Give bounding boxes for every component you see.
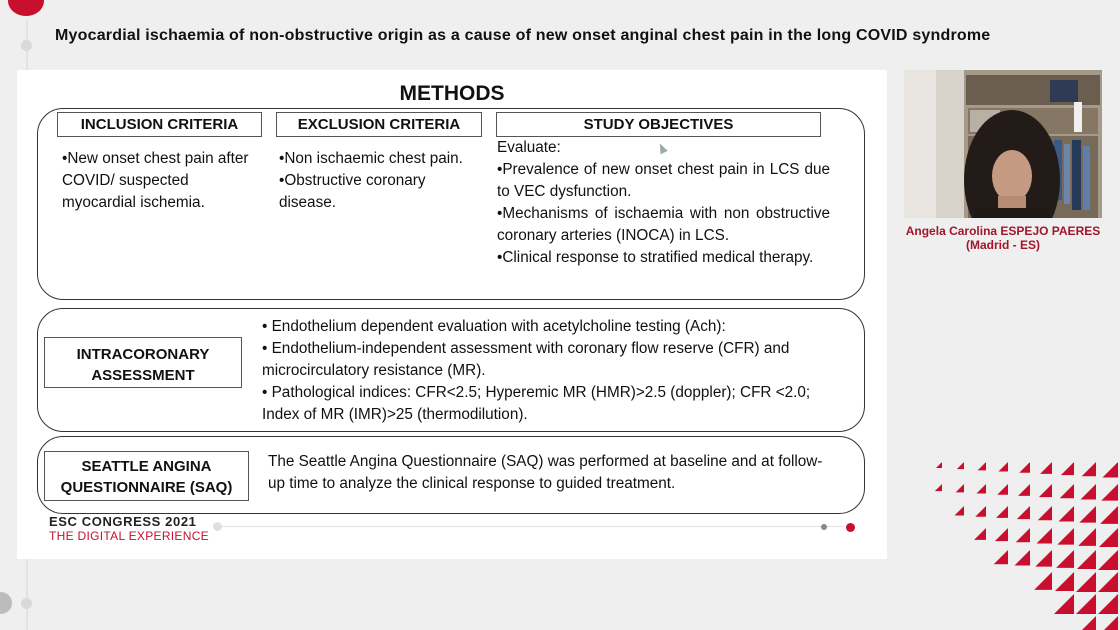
decorative-triangle bbox=[1017, 506, 1030, 519]
decorative-triangle bbox=[996, 506, 1008, 518]
decorative-triangle bbox=[976, 484, 986, 494]
speaker-video-frame bbox=[904, 70, 1102, 218]
decorative-triangle bbox=[1078, 528, 1096, 546]
decorative-triangle bbox=[1037, 528, 1052, 543]
decorative-triangle bbox=[1059, 506, 1074, 521]
intracoronary-label: INTRACORONARY ASSESSMENT bbox=[44, 337, 242, 388]
decorative-triangle bbox=[994, 550, 1008, 564]
decorative-triangle bbox=[1060, 484, 1074, 498]
decorative-triangle bbox=[1055, 572, 1074, 591]
decorative-triangle bbox=[1035, 550, 1052, 567]
intracoronary-item: • Endothelium dependent evaluation with acetylcholine testing (Ach): bbox=[262, 318, 726, 335]
congress-tagline: THE DIGITAL EXPERIENCE bbox=[49, 529, 209, 543]
speaker-name: Angela Carolina ESPEJO PAERES bbox=[905, 224, 1101, 238]
brand-dot bbox=[8, 0, 44, 16]
decorative-triangle bbox=[1019, 462, 1030, 473]
decorative-triangle bbox=[1103, 462, 1118, 477]
decorative-triangle bbox=[935, 484, 942, 491]
progress-current-dot bbox=[821, 524, 827, 530]
decorative-triangle bbox=[1038, 506, 1052, 520]
decorative-triangle bbox=[1079, 506, 1096, 523]
decorative-triangle bbox=[1098, 572, 1118, 592]
progress-start-dot bbox=[213, 522, 222, 531]
decorative-triangle bbox=[1054, 594, 1074, 614]
decorative-triangle bbox=[1098, 594, 1118, 614]
decorative-triangle bbox=[1040, 462, 1052, 474]
intracoronary-item: • Pathological indices: CFR<2.5; Hyperemic MR (HMR)>2.5 (doppler); CFR <2.0; Index of MR (IMR)>25 (thermodilution). bbox=[262, 384, 811, 423]
decorative-triangle bbox=[1082, 462, 1096, 476]
decorative-triangle bbox=[997, 484, 1008, 495]
decorative-triangle bbox=[1039, 484, 1052, 497]
speaker-location: (Madrid - ES) bbox=[966, 238, 1040, 252]
timeline-dot-bottom bbox=[21, 598, 32, 609]
decorative-triangle bbox=[974, 528, 986, 540]
slide-heading: METHODS bbox=[399, 82, 505, 105]
decorative-triangle bbox=[1056, 550, 1074, 568]
inclusion-label: INCLUSION CRITERIA bbox=[57, 112, 262, 137]
inclusion-text: •New onset chest pain after COVID/ suspected myocardial ischemia. bbox=[62, 150, 249, 211]
decorative-triangle bbox=[1077, 550, 1096, 569]
objectives-intro: Evaluate: bbox=[497, 139, 561, 156]
decorative-triangle bbox=[978, 462, 986, 470]
decorative-triangle bbox=[1057, 528, 1074, 545]
decorative-triangle bbox=[1016, 528, 1030, 542]
decorative-triangle bbox=[975, 506, 986, 517]
decorative-triangle bbox=[1099, 528, 1118, 547]
exclusion-item: •Non ischaemic chest pain. bbox=[279, 150, 463, 167]
saq-label: SEATTLE ANGINA QUESTIONNAIRE (SAQ) bbox=[44, 451, 249, 501]
decorative-triangle bbox=[1018, 484, 1030, 496]
decorative-triangle bbox=[1034, 572, 1052, 590]
slide-progress-track bbox=[214, 526, 844, 527]
presentation-title: Myocardial ischaemia of non-obstructive origin as a cause of new onset anginal chest pain in the long COVID syndrome bbox=[55, 27, 991, 44]
decorative-triangle bbox=[936, 462, 942, 468]
decorative-triangle bbox=[1098, 616, 1118, 630]
decorative-triangle bbox=[1076, 616, 1096, 630]
decorative-triangle bbox=[1098, 550, 1118, 570]
decorative-triangle bbox=[957, 462, 964, 469]
decorative-triangle bbox=[1081, 484, 1096, 499]
objectives-label: STUDY OBJECTIVES bbox=[496, 112, 821, 137]
decorative-triangle bbox=[956, 484, 964, 492]
timeline-marker bbox=[0, 592, 12, 614]
progress-end-dot bbox=[846, 523, 855, 532]
objective-item: •Prevalence of new onset chest pain in LCS due to VEC dysfunction. bbox=[497, 161, 830, 200]
decorative-triangle bbox=[1015, 550, 1030, 565]
decorative-triangle bbox=[1076, 572, 1096, 592]
decorative-triangle bbox=[998, 462, 1008, 472]
objective-item: •Mechanisms of ischaemia with non obstructive coronary arteries (INOCA) in LCS. bbox=[497, 205, 830, 244]
speaker-video bbox=[904, 70, 1102, 218]
decorative-triangle bbox=[1061, 462, 1074, 475]
exclusion-item: •Obstructive coronary disease. bbox=[279, 172, 426, 211]
speaker-caption bbox=[893, 224, 1113, 252]
objective-item: •Clinical response to stratified medical therapy. bbox=[497, 249, 814, 266]
saq-text: The Seattle Angina Questionnaire (SAQ) was performed at baseline and at follow-up time to analyze the clinical response to guided treatment. bbox=[268, 453, 823, 492]
congress-logo-text: ESC CONGRESS 2021 bbox=[49, 514, 197, 529]
exclusion-label: EXCLUSION CRITERIA bbox=[276, 112, 482, 137]
decorative-triangle bbox=[1076, 594, 1096, 614]
timeline-dot-top bbox=[21, 40, 32, 51]
intracoronary-item: • Endothelium-independent assessment with coronary flow reserve (CFR) and microcirculatory resistance (MR). bbox=[262, 340, 790, 379]
decorative-triangle bbox=[1101, 484, 1118, 501]
slide-panel bbox=[17, 70, 887, 559]
decorative-triangle-pattern bbox=[920, 462, 1120, 630]
decorative-triangle bbox=[1100, 506, 1118, 524]
decorative-triangle bbox=[995, 528, 1008, 541]
decorative-triangle bbox=[954, 506, 964, 516]
